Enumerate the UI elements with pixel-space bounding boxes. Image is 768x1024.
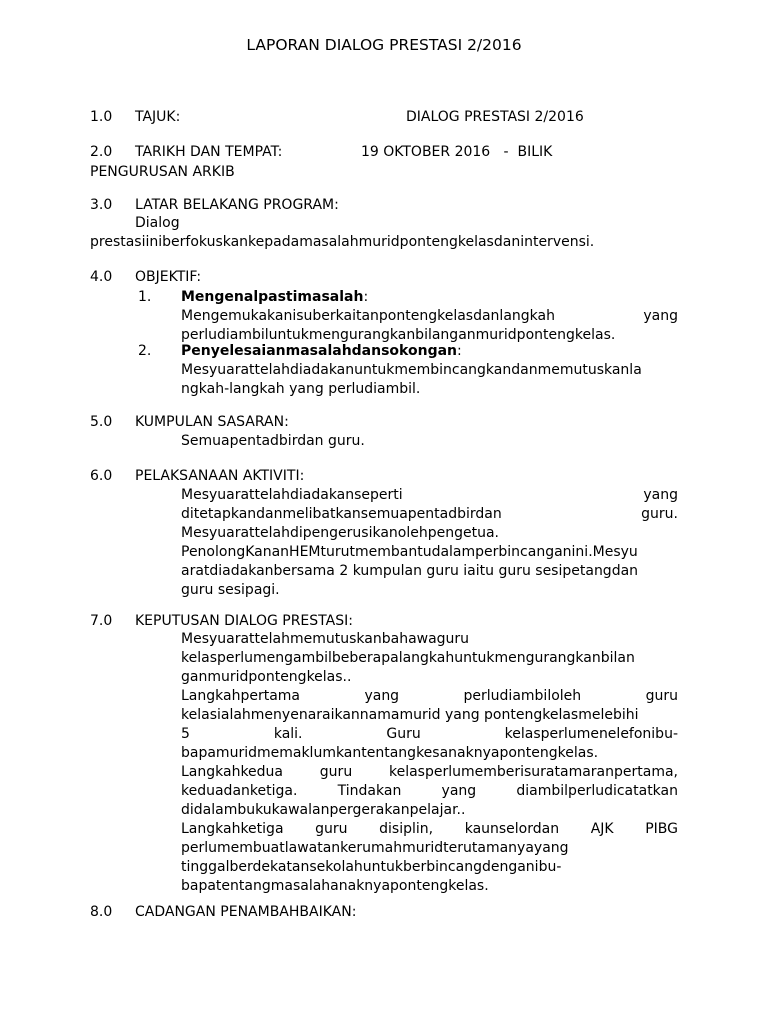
paragraph-line: 5 kali. Guru kelasperlumenelefonibu-	[181, 726, 678, 742]
section-number: 5.0	[90, 414, 113, 430]
section-number: 8.0	[90, 904, 113, 920]
paragraph-line: PenolongKananHEMturutmembantudalamperbincanganini.Mesyu	[181, 544, 638, 560]
section-number: 1.0	[90, 109, 113, 125]
objective-title: Mengenalpastimasalah	[181, 289, 364, 305]
paragraph-line: perlumembuatlawatankerumahmuridterutamanyayang	[181, 840, 569, 856]
section-heading: CADANGAN PENAMBAHBAIKAN:	[135, 904, 357, 920]
paragraph-line: bapamuridmemaklumkantentangkesanaknyapontengkelas.	[181, 745, 599, 761]
objective-item: Mengenalpastimasalah: Mengemukakanisuberkaitanpontengkelasdanlangkah yang perludiambiluntukmengurangkanbilanganmuridpontengkelas.	[181, 289, 678, 343]
paragraph-line: guru sesipagi.	[181, 582, 280, 598]
objective-item: Penyelesaianmasalahdansokongan: Mesyuarattelahdiadakanuntukmembincangkandanmemutuskanla ngkah-langkah yang perludiambil.	[181, 342, 678, 399]
paragraph-line: Semuapentadbirdan guru.	[181, 433, 365, 449]
paragraph-line: ditetapkandanmelibatkansemuapentadbirdan guru.	[181, 506, 678, 522]
section-heading: PELAKSANAAN AKTIVITI:	[135, 468, 305, 484]
paragraph-line: perludiambiluntukmengurangkanbilanganmuridpontengkelas.	[181, 327, 616, 343]
section-heading: KEPUTUSAN DIALOG PRESTASI:	[135, 613, 353, 629]
paragraph-line: bapatentangmasalahanaknyapontengkelas.	[181, 878, 489, 894]
section-heading: TARIKH DAN TEMPAT:	[135, 144, 283, 160]
paragraph-line: keduadanketiga. Tindakan yang diambilperludicatatkan	[181, 783, 678, 799]
section-number: 7.0	[90, 613, 113, 629]
section-heading: LATAR BELAKANG PROGRAM:	[135, 197, 339, 213]
report-title: LAPORAN DIALOG PRESTASI 2/2016	[246, 36, 522, 54]
paragraph-line: didalambukukawalanpergerakanpelajar..	[181, 802, 466, 818]
paragraph-line: tinggalberdekatansekolahuntukberbincangdenganibu-	[181, 859, 562, 875]
section-number: 2.0	[90, 144, 113, 160]
paragraph	[181, 486, 678, 600]
section-heading: OBJEKTIF:	[135, 269, 202, 285]
paragraph-line: prestasiiniberfokuskankepadamasalahmuridpontengkelasdanintervensi.	[90, 234, 595, 250]
section-2-value-cont: PENGURUSAN ARKIB	[90, 164, 235, 180]
paragraph-line: Langkahpertama yang perludiambiloleh guru	[181, 688, 678, 704]
paragraph-line: Mesyuarattelahmemutuskanbahawaguru	[181, 631, 470, 647]
section-heading: KUMPULAN SASARAN:	[135, 414, 289, 430]
section-number: 4.0	[90, 269, 113, 285]
paragraph-line: Mesyuarattelahdiadakanseperti yang	[181, 487, 678, 503]
section-value: 19 OKTOBER 2016 - BILIK	[361, 144, 553, 160]
paragraph	[181, 630, 678, 896]
paragraph-line: Dialog	[135, 215, 180, 231]
section-value: DIALOG PRESTASI 2/2016	[406, 109, 584, 125]
objective-number: 2.	[138, 343, 152, 359]
paragraph-line: Mengemukakanisuberkaitanpontengkelasdanlangkah yang	[181, 308, 678, 324]
objective-number: 1.	[138, 289, 152, 305]
paragraph-line: Mesyuarattelahdiadakanuntukmembincangkandanmemutuskanla	[181, 362, 642, 378]
section-number: 3.0	[90, 197, 113, 213]
paragraph-line: Langkahketiga guru disiplin, kaunselordan AJK PIBG	[181, 821, 678, 837]
paragraph-line: ngkah-langkah yang perludiambil.	[181, 381, 421, 397]
paragraph-line: kelasperlumengambilbeberapalangkahuntukmengurangkanbilan	[181, 650, 635, 666]
objective-title: Penyelesaianmasalahdansokongan	[181, 343, 458, 359]
paragraph-line: Mesyuarattelahdipengerusikanolehpengetua.	[181, 525, 499, 541]
paragraph-line: Langkahkedua guru kelasperlumemberisuratamaranpertama,	[181, 764, 678, 780]
section-heading: TAJUK:	[135, 109, 181, 125]
section-number: 6.0	[90, 468, 113, 484]
paragraph-line: ganmuridpontengkelas..	[181, 669, 352, 685]
paragraph-line: aratdiadakanbersama 2 kumpulan guru iaitu guru sesipetangdan	[181, 563, 639, 579]
paragraph-line: kelasialahmenyenaraikannamamurid yang pontengkelasmelebihi	[181, 707, 639, 723]
